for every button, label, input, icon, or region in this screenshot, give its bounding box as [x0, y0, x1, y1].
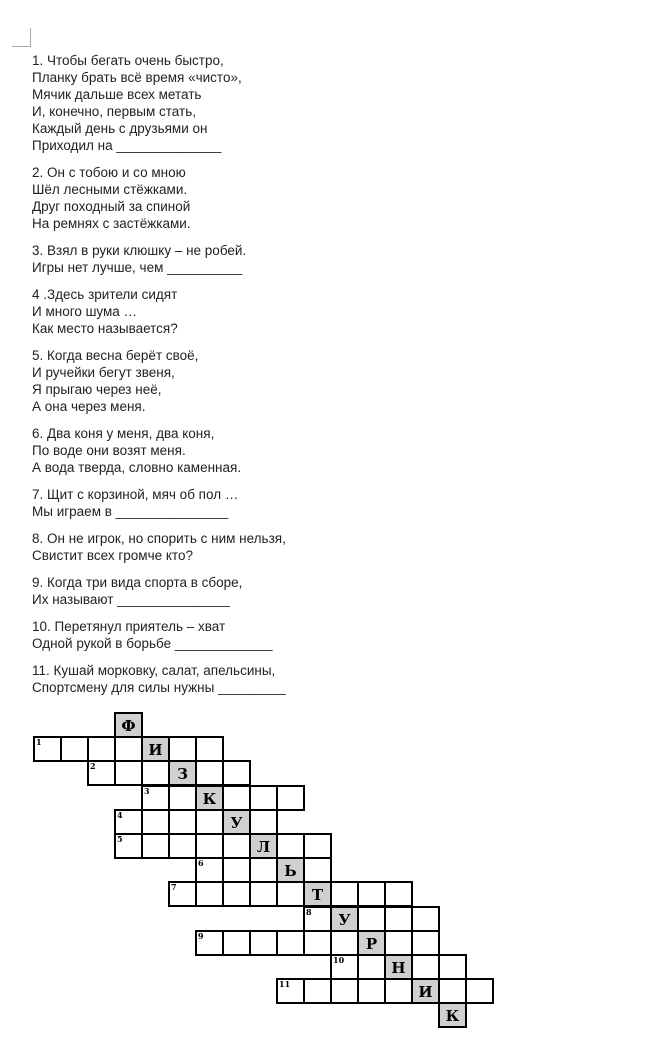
clue-number: 10: [333, 955, 345, 965]
crossword-cell[interactable]: [169, 786, 196, 810]
crossword-cell[interactable]: [331, 955, 358, 979]
key-letter: Т: [311, 886, 324, 905]
riddle-text: . Кушай морковку, салат, апельсины, Спортсмену для силы нужны _________: [32, 663, 286, 695]
crossword-cell[interactable]: [196, 931, 223, 955]
riddle-text: . Два коня у меня, два коня, По воде они возят меня. А вода тверда, словно каменная.: [32, 426, 242, 475]
key-letter: К: [445, 1007, 460, 1026]
crossword-cell[interactable]: [115, 737, 142, 761]
riddle-text: . Когда весна берёт своё, И ручейки бегут звеня, Я прыгаю через неё, А она через меня.: [32, 348, 199, 414]
crossword-cell[interactable]: [142, 761, 169, 785]
crossword-cell[interactable]: [277, 979, 304, 1003]
crossword-cell[interactable]: [331, 979, 358, 1003]
riddle-text: .Здесь зрители сидят И много шума … Как место называется?: [32, 287, 178, 336]
riddle-number: 11: [32, 663, 47, 678]
key-letter: Ь: [284, 862, 297, 881]
clue-number: 2: [90, 761, 96, 772]
crossword-cell[interactable]: [223, 882, 250, 906]
crossword-key-cell[interactable]: [331, 907, 358, 931]
crossword-cell[interactable]: [223, 761, 250, 785]
crossword-cell[interactable]: [304, 931, 331, 955]
crossword-cell[interactable]: [439, 979, 466, 1003]
crossword-cell[interactable]: [250, 858, 277, 882]
key-letter: У: [230, 813, 243, 832]
crossword-cell[interactable]: [169, 882, 196, 906]
crossword-cell[interactable]: [88, 761, 115, 785]
riddle-number: 6: [32, 426, 40, 441]
key-letter: И: [418, 983, 433, 1002]
crossword-cell[interactable]: [385, 882, 412, 906]
crossword-cell[interactable]: [331, 882, 358, 906]
riddle-text: . Щит с корзиной, мяч об пол … Мы играем в _______________: [32, 487, 239, 519]
key-letter: Р: [365, 934, 378, 953]
crossword-cell[interactable]: [196, 882, 223, 906]
crossword-cell[interactable]: [358, 882, 385, 906]
crossword-cell[interactable]: [277, 834, 304, 858]
crossword-cell[interactable]: [196, 810, 223, 834]
key-letter: З: [177, 765, 188, 784]
crossword-cell[interactable]: [115, 761, 142, 785]
crossword-cell[interactable]: [304, 979, 331, 1003]
crossword-cell[interactable]: [358, 955, 385, 979]
crossword-cell[interactable]: [385, 931, 412, 955]
crossword-cell[interactable]: [196, 834, 223, 858]
crossword-cell[interactable]: [169, 810, 196, 834]
riddle-text: Он с тобою и со мною Шёл лесными стёжками. Друг походный за спиной На ремнях с застёжками.: [32, 165, 191, 231]
crossword-cell[interactable]: [250, 931, 277, 955]
crossword-cell[interactable]: [385, 907, 412, 931]
crossword-cell[interactable]: [250, 786, 277, 810]
crossword-key-cell[interactable]: [169, 761, 196, 785]
riddle-number: 5: [32, 348, 40, 363]
crossword-cell[interactable]: [277, 786, 304, 810]
crossword-key-cell[interactable]: [223, 810, 250, 834]
riddle-number: 2.: [32, 165, 44, 180]
crossword-cell[interactable]: [223, 834, 250, 858]
riddle-number: 7: [32, 487, 40, 502]
crossword-cell[interactable]: [61, 737, 88, 761]
riddle-number: 3.: [32, 243, 44, 258]
crossword-cell[interactable]: [223, 931, 250, 955]
crossword-cell[interactable]: [412, 931, 439, 955]
crossword-cell[interactable]: [412, 955, 439, 979]
crossword-cell[interactable]: [358, 907, 385, 931]
crossword-cell[interactable]: [142, 810, 169, 834]
riddle-text: . Он не игрок, но спорить с ним нельзя, Свистит всех громче кто?: [32, 531, 286, 563]
clue-number: 9: [198, 930, 204, 941]
riddle-text: . Когда три вида спорта в сборе, Их называют _______________: [32, 575, 243, 607]
crossword-cell[interactable]: [223, 858, 250, 882]
clue-number: 5: [117, 834, 123, 844]
crossword-cell[interactable]: [439, 955, 466, 979]
riddle-number: 10: [32, 619, 48, 634]
crossword-key-cell[interactable]: [358, 931, 385, 955]
crossword-cell[interactable]: [277, 931, 304, 955]
crossword-cell[interactable]: [250, 882, 277, 906]
clue-number: 11: [279, 979, 291, 990]
crossword-key-cell[interactable]: [250, 834, 277, 858]
riddle-number: 1.: [32, 53, 44, 68]
crossword-cell[interactable]: [466, 979, 493, 1003]
riddle-text: Чтобы бегать очень быстро, Планку брать всё время «чисто», Мячик дальше всех метать И, конечно, первым стать, Каждый день с друзьями он Приходил на ______________: [32, 53, 242, 153]
crossword-key-cell[interactable]: [142, 737, 169, 761]
crossword-cell[interactable]: [169, 737, 196, 761]
crossword-cell[interactable]: [196, 737, 223, 761]
crossword-key-cell[interactable]: [196, 786, 223, 810]
crossword-cell[interactable]: [277, 882, 304, 906]
crossword-cell[interactable]: [304, 858, 331, 882]
clue-number: 6: [198, 858, 204, 869]
riddle-text: . Перетянул приятель – хват Одной рукой в борьбе _____________: [32, 619, 273, 651]
crossword-cell[interactable]: [115, 834, 142, 858]
crossword-key-cell[interactable]: [385, 955, 412, 979]
crossword-cell[interactable]: [142, 834, 169, 858]
crossword-cell[interactable]: [250, 810, 277, 834]
crossword-cell[interactable]: [88, 737, 115, 761]
crossword-cell[interactable]: [196, 761, 223, 785]
crossword-cell[interactable]: [142, 786, 169, 810]
crossword-key-cell[interactable]: [115, 713, 142, 737]
clue-number: 1: [36, 737, 42, 748]
key-letter: Л: [256, 838, 271, 856]
crossword-cell[interactable]: [223, 786, 250, 810]
crossword-cell[interactable]: [358, 979, 385, 1003]
clue-number: 7: [171, 882, 177, 893]
crossword-key-cell[interactable]: [439, 1003, 466, 1027]
key-letter: Ф: [121, 717, 136, 735]
crossword-cell[interactable]: [331, 931, 358, 955]
crossword-key-cell[interactable]: [277, 858, 304, 882]
crossword-key-cell[interactable]: [304, 882, 331, 906]
crossword-cell[interactable]: [169, 834, 196, 858]
riddle-number: 8: [32, 531, 40, 546]
crossword-cell[interactable]: [34, 737, 61, 761]
key-letter: Н: [391, 959, 406, 977]
clue-number: 4: [117, 809, 123, 820]
clue-number: 8: [306, 906, 312, 917]
key-letter: У: [338, 910, 351, 929]
riddle-number: 9: [32, 575, 40, 590]
crossword-cell[interactable]: [412, 907, 439, 931]
riddle-number: 4: [32, 287, 40, 302]
riddle-text: Взял в руки клюшку – не робей. Игры нет лучше, чем __________: [32, 243, 247, 275]
crossword-cell[interactable]: [196, 858, 223, 882]
clue-number: 3: [144, 785, 150, 796]
key-letter: К: [202, 789, 217, 808]
crossword-cell[interactable]: [385, 979, 412, 1003]
crossword-key-cell[interactable]: [412, 979, 439, 1003]
crossword-cell[interactable]: [304, 907, 331, 931]
crossword-cell[interactable]: [115, 810, 142, 834]
key-letter: И: [148, 741, 163, 760]
crossword-cell[interactable]: [304, 834, 331, 858]
